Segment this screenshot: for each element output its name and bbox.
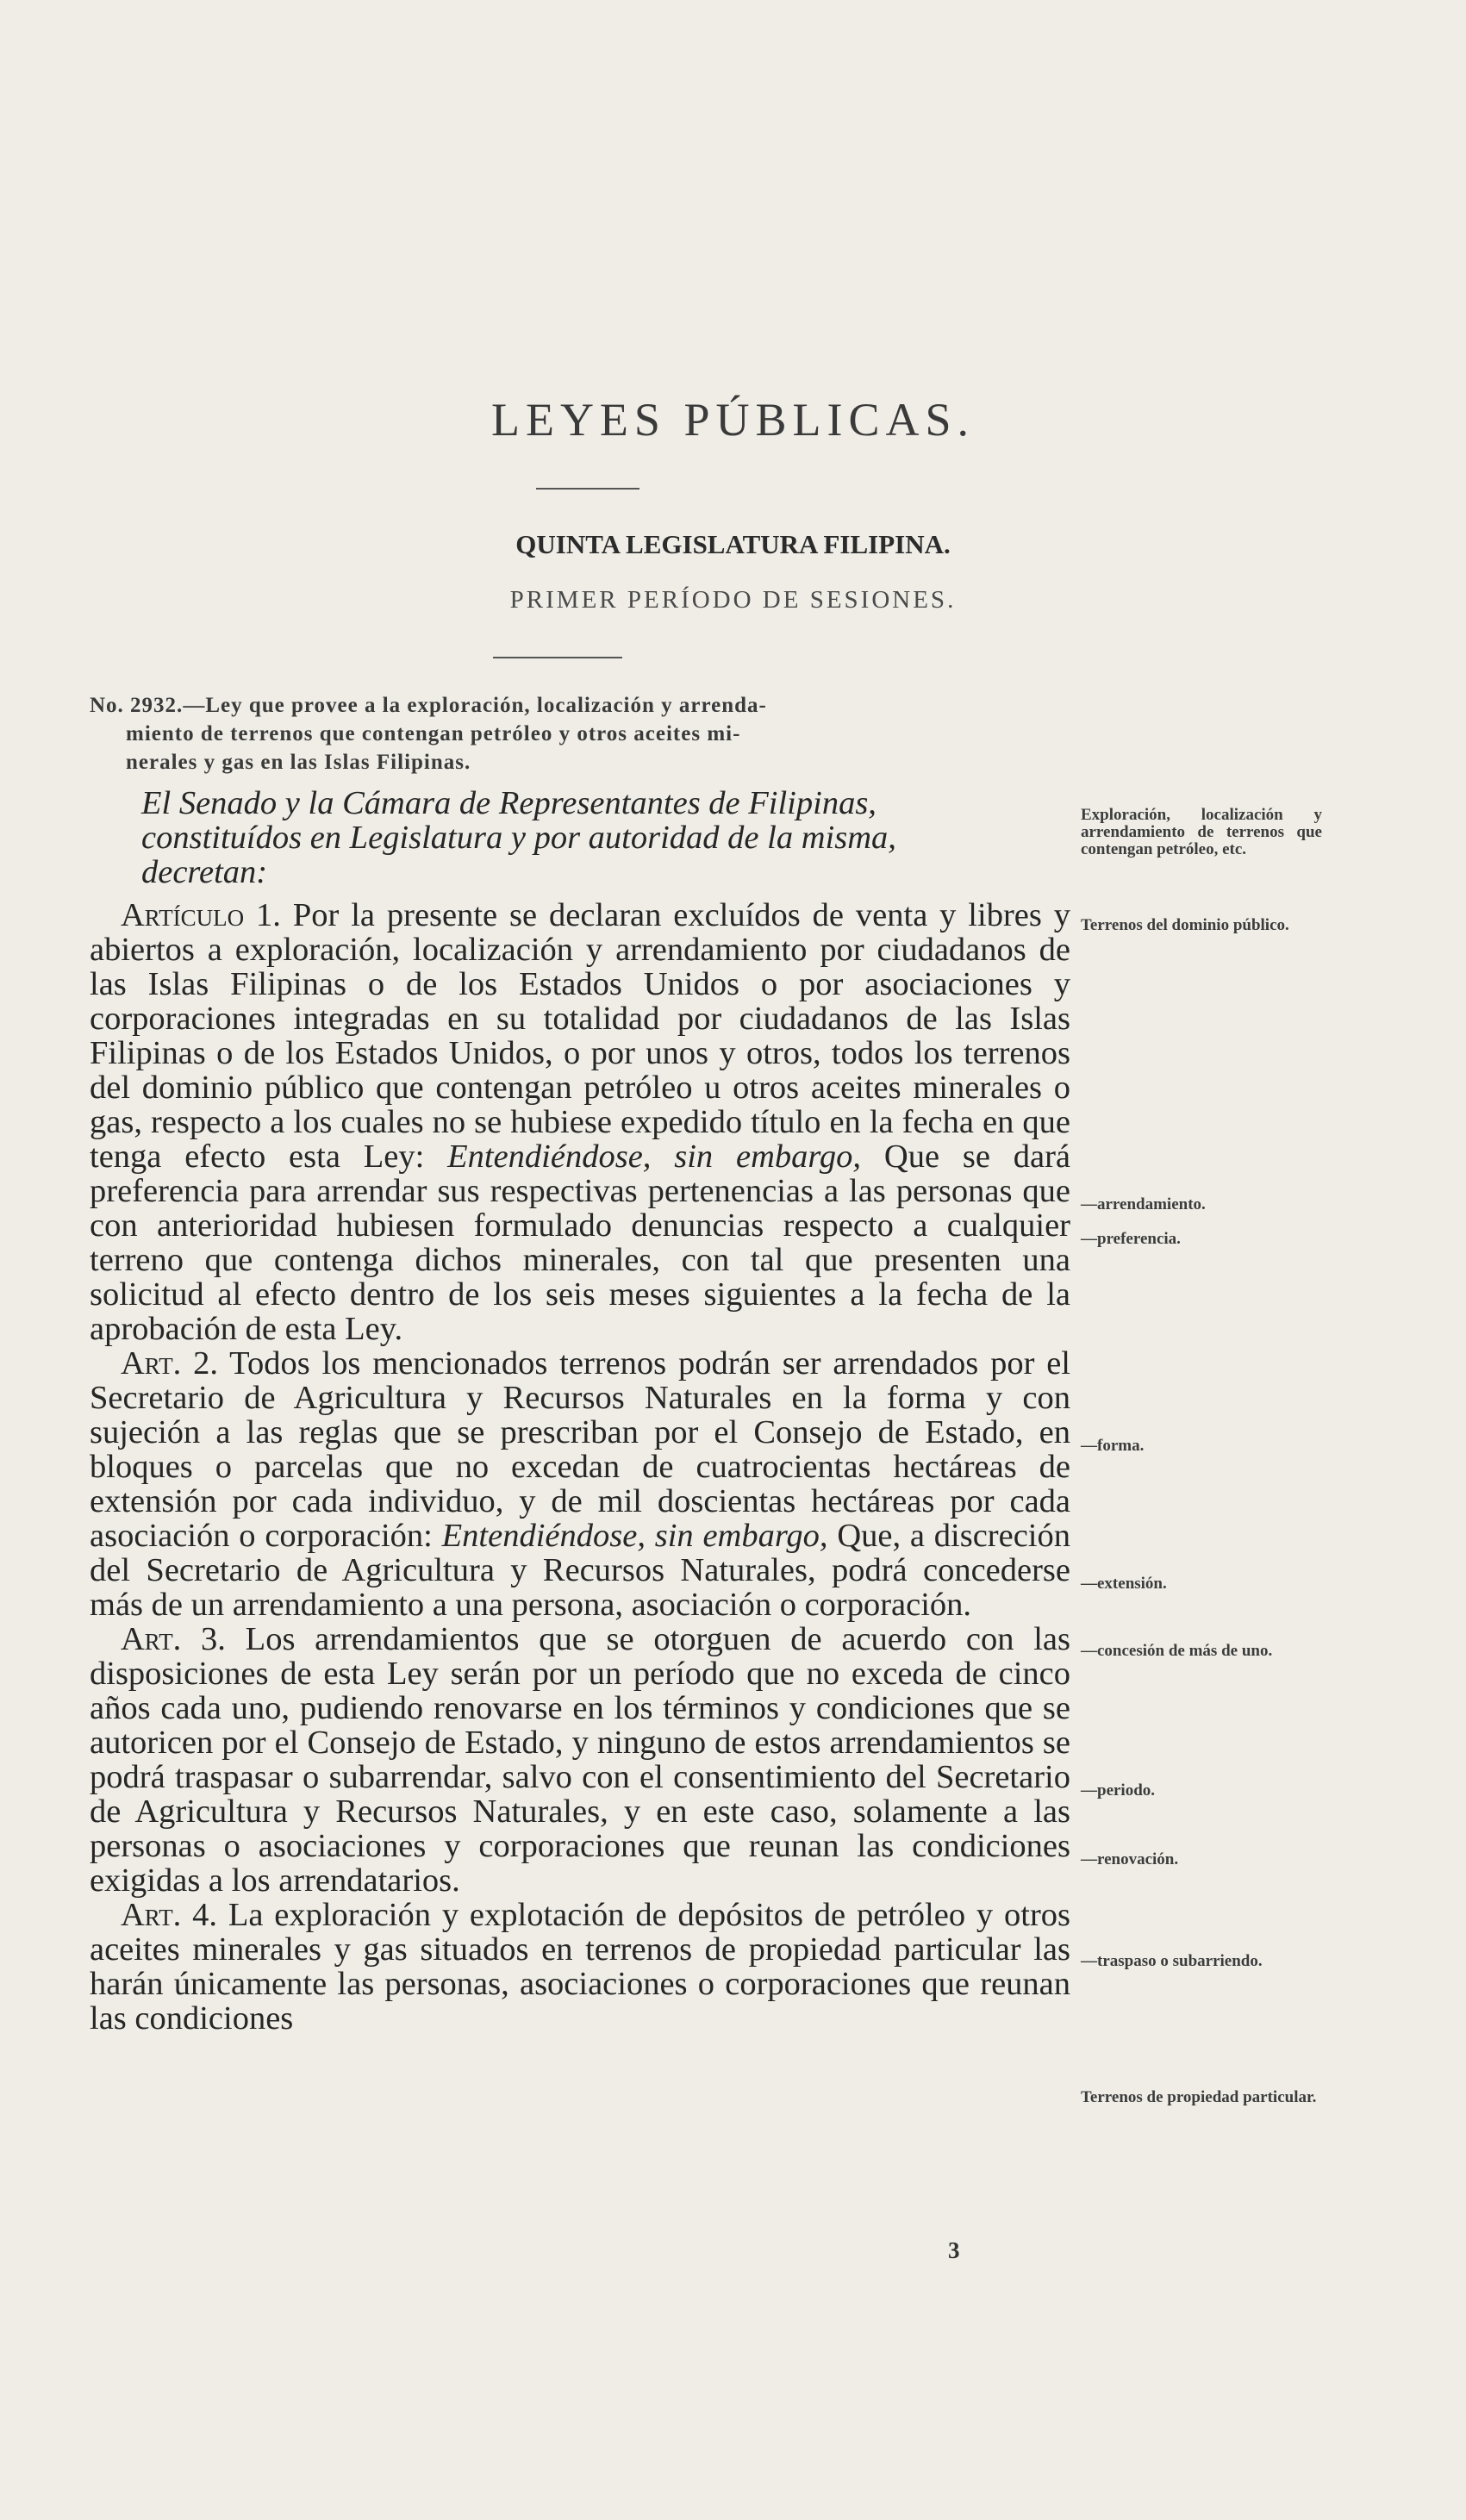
margin-note-extension: —extensión. — [1081, 1575, 1167, 1593]
margin-note-periodo: —periodo. — [1081, 1781, 1156, 1800]
article-2-number: 2. — [181, 1345, 218, 1382]
margin-note-renovacion: —renovación. — [1081, 1850, 1179, 1868]
law-summary — [90, 691, 1062, 777]
enacting-line-2: constituídos en Legislatura y por autoridad de la misma, — [141, 820, 896, 856]
article-4-number: 4. — [181, 1897, 218, 1933]
margin-note-arrendamiento: —arrendamiento. — [1081, 1195, 1206, 1213]
enacting-line-3: decretan: — [141, 854, 268, 890]
article-4-label: Art. — [121, 1897, 182, 1933]
page-number: 3 — [948, 2237, 960, 2263]
article-1-proviso: Entendiéndose, sin embargo, — [447, 1138, 862, 1175]
session-period-heading: PRIMER PERÍODO DE SESIONES. — [509, 586, 957, 614]
enacting-line-1: El Senado y la Cámara de Representantes de Filipinas, — [141, 785, 876, 821]
article-2-label: Art. — [121, 1345, 182, 1382]
margin-note-concesion: —concesión de más de uno. — [1081, 1642, 1273, 1660]
article-2-text-b: Que, a discreción del Secretario de Agricultura y Recursos Naturales, podrá concederse más de un arrendamiento a una persona, asociación o corporación. — [90, 1518, 1070, 1623]
article-4 — [90, 1898, 1070, 2036]
article-1-text-a: Por la presente se declaran excluídos de venta y libres y abiertos a exploración, localización y arrendamiento por ciudadanos de las Islas Filipinas o de los Estados Unidos o por asociaciones y corporaciones integradas en su totalidad por ciudadanos de las Islas Filipinas o de los Estados Unidos, o por unos y otros, todos los terrenos del dominio público que contengan petróleo u otros aceites minerales o gas, respecto a los cuales no se hubiese expedido título en la fecha en que tenga efecto esta Ley: — [90, 897, 1070, 1175]
enacting-clause — [90, 786, 1070, 889]
article-3-label: Art. — [121, 1621, 182, 1657]
margin-note-preferencia: —preferencia. — [1081, 1230, 1181, 1248]
article-4-text: La exploración y explotación de depósitos de petróleo y otros aceites minerales y gas situados en terrenos de propiedad particular las harán únicamente las personas, asociaciones o corporaciones que reunan las condiciones — [90, 1897, 1070, 2037]
article-2-text-a: Todos los mencionados terrenos podrán ser arrendados por el Secretario de Agricultura y Recursos Naturales en la forma y con sujeción a las reglas que se prescriban por el Consejo de Estado, en bloques o parcelas que no excedan de cuatrocientas hectáreas de extensión por cada individuo, y de mil doscientas hectáreas por cada asociación o corporación: — [90, 1345, 1070, 1554]
law-number: No. 2932. — [90, 694, 184, 717]
article-3-number: 3. — [181, 1621, 226, 1657]
margin-note-exploracion: Exploración, localización y arrendamiento de terrenos que contengan petróleo, etc. — [1081, 806, 1322, 858]
page-title: LEYES PÚBLICAS. — [490, 394, 976, 446]
law-summary-line-2: miento de terrenos que contengan petróleo y otros aceites mi- — [126, 722, 741, 745]
legislature-heading: QUINTA LEGISLATURA FILIPINA. — [515, 529, 951, 559]
law-summary-line-1: —Ley que provee a la exploración, localización y arrenda- — [183, 694, 767, 717]
law-body — [90, 786, 1070, 2036]
article-2 — [90, 1346, 1070, 1622]
article-1-label: Artículo 1. — [121, 897, 281, 933]
article-2-proviso: Entendiéndose, sin embargo, — [441, 1518, 828, 1554]
title-divider — [536, 488, 639, 490]
article-3 — [90, 1622, 1070, 1898]
article-1-text-b: Que se dará preferencia para arrendar sus respectivas pertenencias a las personas que con anterioridad hubiesen formulado denuncias respecto a cualquier terreno que contenga dichos minerales, con tal que presenten una solicitud al efecto dentro de los seis meses siguientes a la fecha de la aprobación de esta Ley. — [90, 1138, 1070, 1347]
margin-note-terrenos-dominio: Terrenos del dominio público. — [1081, 916, 1289, 934]
margin-note-traspaso: —traspaso o subarriendo. — [1081, 1952, 1263, 1970]
section-divider — [493, 657, 622, 658]
margin-note-propiedad-particular: Terrenos de propiedad particular. — [1081, 2088, 1317, 2106]
margin-note-forma: —forma. — [1081, 1437, 1145, 1455]
article-1 — [90, 898, 1070, 1346]
law-summary-line-3: nerales y gas en las Islas Filipinas. — [126, 751, 471, 774]
article-3-text: Los arrendamientos que se otorguen de acuerdo con las disposiciones de esta Ley serán por un período que no exceda de cinco años cada uno, pudiendo renovarse en los términos y condiciones que se autoricen por el Consejo de Estado, y ninguno de estos arrendamientos se podrá traspasar o subarrendar, salvo con el consentimiento del Secretario de Agricultura y Recursos Naturales, y en este caso, solamente a las personas o asociaciones y corporaciones que reunan las condiciones exigidas a los arrendatarios. — [90, 1621, 1071, 1899]
